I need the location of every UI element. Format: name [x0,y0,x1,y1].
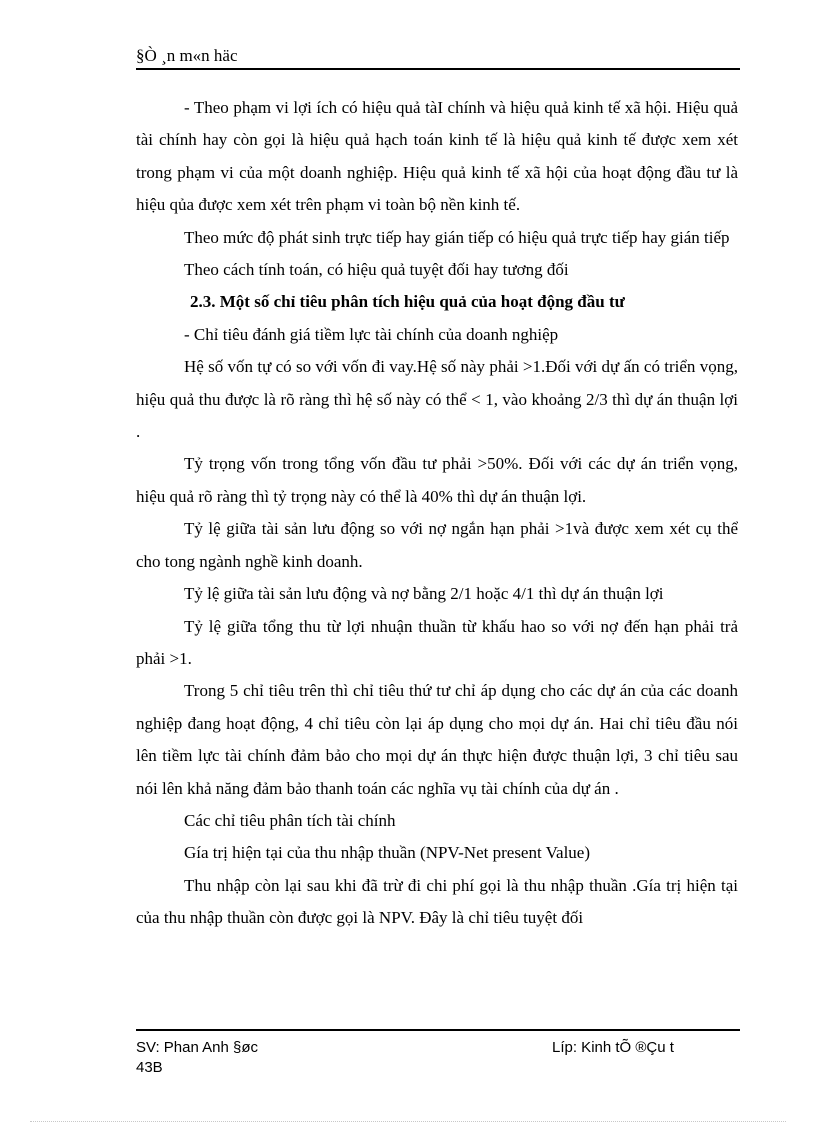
footer-class-label: Líp: Kinh tÕ ®Çu t [552,1039,674,1056]
paragraph-equity-ratio: Hệ số vốn tự có so với vốn đi vay.Hệ số này phải >1.Đối với dự ấn có triển vọng, hiệu quả thu được là rõ ràng thì hệ số này có thể < 1, vào khoảng 2/3 thì dự án thuận lợi . [136,357,738,442]
page-bottom-edge [30,1121,786,1122]
paragraph-current-ratio: Tỷ lệ giữa tài sản lưu động so với nợ ngắn hạn phải >1và được xem xét cụ thể cho tong ngành nghề kinh doanh. [136,519,738,571]
paragraph-scope-efficiency: - Theo phạm vi lợi ích có hiệu quả tàI chính và hiệu quả kinh tế xã hội. Hiệu quả tài chính hay còn gọi là hiệu quả hạch toán kinh tế là hiệu quả kinh tế được xem xét trong phạm vi của một doanh nghiệp. Hiệu quả kinh tế xã hội của hoạt động đầu tư là hiệu qủa được xem xét trên phạm vi toàn bộ nền kinh tế. [136,98,738,215]
paragraph-assets-debt: Tỷ lệ giữa tài sản lưu động và nợ bằng 2/1 hoặc 4/1 thì dự án thuận lợi [184,584,664,604]
paragraph-npv-title: Gía trị hiện tại của thu nhập thuần (NPV-Net present Value) [184,843,591,863]
paragraph-absolute-relative: Theo cách tính toán, có hiệu quả tuyệt đối hay tương đối [184,260,569,280]
paragraph-npv-definition: Thu nhập còn lại sau khi đã trừ đi chi phí gọi là thu nhập thuần .Gía trị hiện tại của thu nhập thuần còn được gọi là NPV. Đây là chỉ tiêu tuyệt đối [136,875,738,928]
paragraph-summary: Trong 5 chỉ tiêu trên thì chỉ tiêu thứ tư chỉ áp dụng cho các dự án của các doanh nghiệp đang hoạt động, 4 chỉ tiêu còn lại áp dụng cho mọi dự án. Hai chỉ tiêu đầu nói lên tiềm lực tài chính đảm bảo cho mọi dự án thực hiện được thuận lợi, 3 chỉ tiêu sau nói lên khả năng đảm bảo thanh toán các nghĩa vụ tài chính của dự án . [136,681,738,798]
document-body [136,92,738,935]
paragraph-financial-potential: - Chỉ tiêu đánh giá tiềm lực tài chính của doanh nghiệp [184,324,559,344]
footer-student [136,1038,258,1078]
page-header-title: §Ò ¸n m«n häc [136,46,238,65]
paragraph-financial-indicators: Các chỉ tiêu phân tích tài chính [184,810,396,830]
paragraph-income-debt: Tỷ lệ giữa tổng thu từ lợi nhuận thuần từ khấu hao so với nợ đến hạn phải trả phải >1. [136,616,738,668]
footer-divider [136,1029,740,1031]
header-divider [136,68,740,70]
paragraph-capital-share: Tỷ trọng vốn trong tổng vốn đầu tư phải >50%. Đối với các dự án triển vọng, hiệu quả rõ ràng thì tỷ trọng này có thể là 40% thì dự án thuận lợi. [136,454,738,506]
section-heading: 2.3. Một số chỉ tiêu phân tích hiệu quả của hoạt động đầu tư [190,292,625,312]
footer-student-class: 43B [136,1059,163,1076]
footer-student-name: SV: Phan Anh §øc [136,1039,259,1056]
paragraph-direct-indirect: Theo mức độ phát sinh trực tiếp hay gián tiếp có hiệu quả trực tiếp hay gián tiếp [184,227,730,247]
